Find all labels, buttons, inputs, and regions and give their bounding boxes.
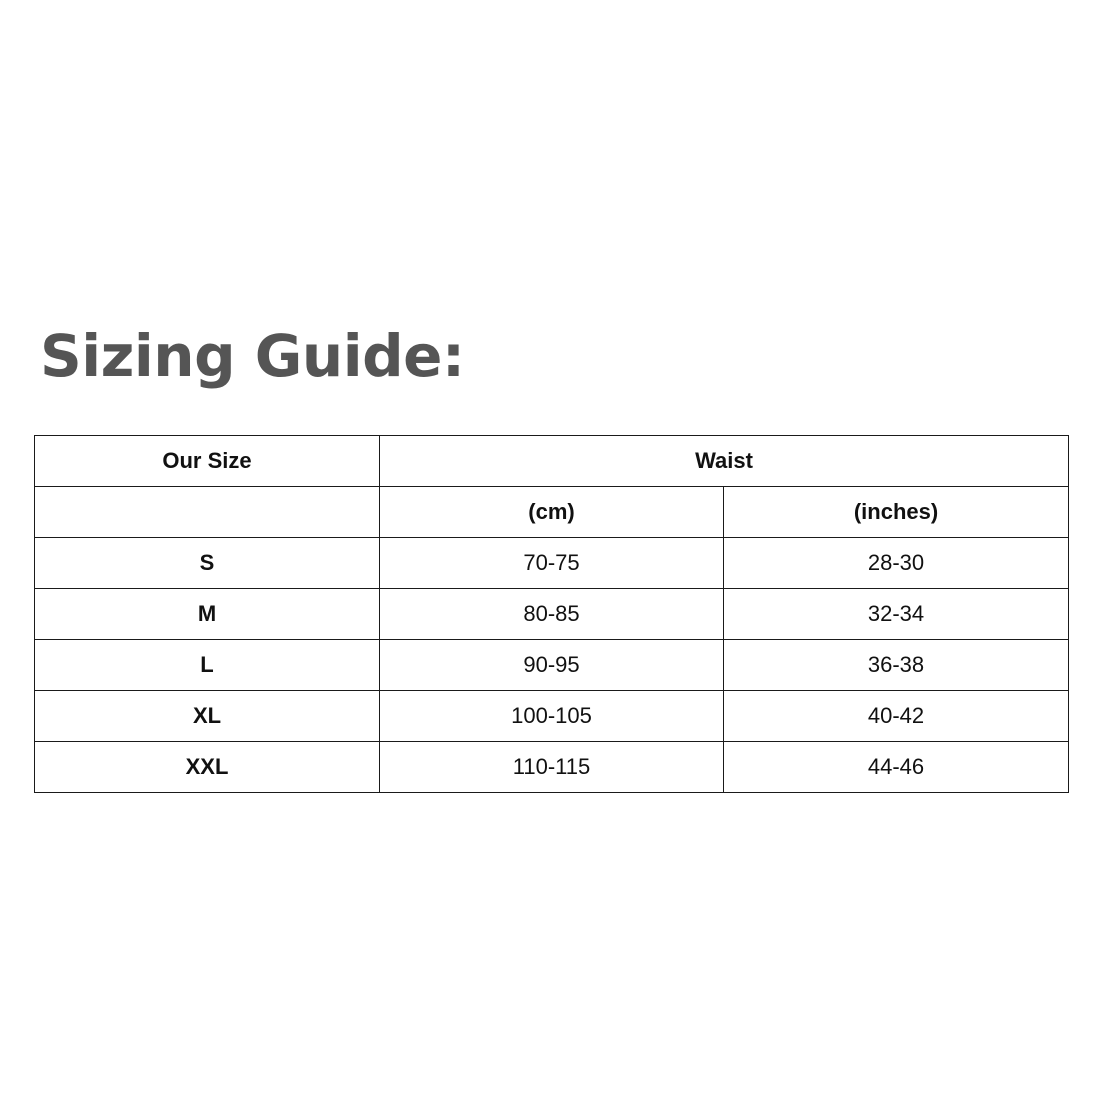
subheader-blank-cell (35, 487, 380, 538)
inches-cell: 32-34 (724, 589, 1069, 640)
inches-cell: 44-46 (724, 742, 1069, 793)
table-row (35, 691, 1069, 742)
size-cell: M (35, 589, 380, 640)
table-row (35, 589, 1069, 640)
size-cell: S (35, 538, 380, 589)
table-row (35, 742, 1069, 793)
size-cell: XL (35, 691, 380, 742)
inches-cell: 28-30 (724, 538, 1069, 589)
table-subheader-row (35, 487, 1069, 538)
cm-cell: 110-115 (380, 742, 724, 793)
cm-cell: 90-95 (380, 640, 724, 691)
table-header-row (35, 436, 1069, 487)
size-cell: L (35, 640, 380, 691)
header-our-size: Our Size (35, 436, 380, 487)
page-title: Sizing Guide: (40, 322, 465, 390)
inches-cell: 36-38 (724, 640, 1069, 691)
header-waist: Waist (380, 436, 1069, 487)
inches-cell: 40-42 (724, 691, 1069, 742)
cm-cell: 80-85 (380, 589, 724, 640)
cm-cell: 100-105 (380, 691, 724, 742)
size-cell: XXL (35, 742, 380, 793)
subheader-cm: (cm) (380, 487, 724, 538)
table-row (35, 538, 1069, 589)
sizing-table (34, 435, 1069, 793)
cm-cell: 70-75 (380, 538, 724, 589)
table-row (35, 640, 1069, 691)
subheader-inches: (inches) (724, 487, 1069, 538)
